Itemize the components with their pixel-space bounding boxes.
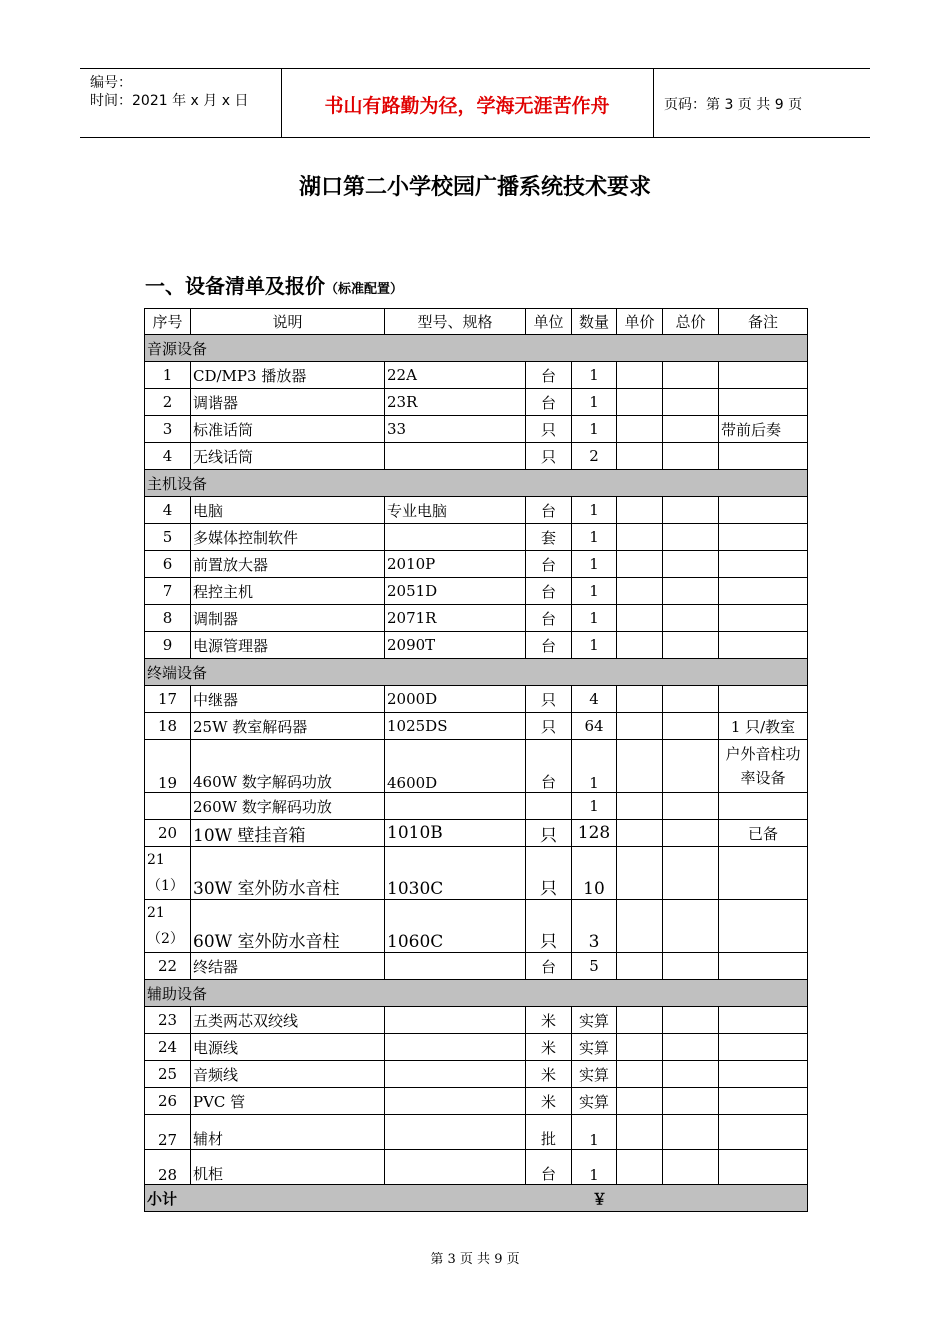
- header-meta-cell: [80, 69, 282, 137]
- cell-unit: 台: [526, 953, 572, 980]
- cell-note: [719, 1061, 808, 1088]
- cell-total: [663, 632, 719, 659]
- cell-note: [719, 443, 808, 470]
- table-row: [145, 551, 808, 578]
- cell-desc: 前置放大器: [191, 551, 385, 578]
- cell-price: [617, 524, 663, 551]
- cell-desc: CD/MP3 播放器: [191, 362, 385, 389]
- number-label: 编号：: [90, 75, 132, 91]
- table-row: [145, 686, 808, 713]
- cell-price: [617, 740, 663, 793]
- cell-no: 3: [145, 416, 191, 443]
- cell-qty: 1: [572, 362, 617, 389]
- cell-model: [385, 1061, 526, 1088]
- cell-note: 户外音柱功率设备: [719, 740, 808, 793]
- table-row: [145, 1007, 808, 1034]
- cell-total: [663, 524, 719, 551]
- cell-qty: 实算: [572, 1061, 617, 1088]
- cell-desc: 辅材: [191, 1115, 385, 1150]
- cell-no: 7: [145, 578, 191, 605]
- cell-no: 23: [145, 1007, 191, 1034]
- cell-note: 带前后奏: [719, 416, 808, 443]
- table-row: [145, 1034, 808, 1061]
- cell-desc: 音频线: [191, 1061, 385, 1088]
- equipment-table: [144, 308, 808, 1212]
- section-heading-text: 一、设备清单及报价: [145, 274, 325, 298]
- cell-unit: 台: [526, 389, 572, 416]
- cell-desc: 电源管理器: [191, 632, 385, 659]
- cell-unit: 只: [526, 443, 572, 470]
- cell-total: [663, 389, 719, 416]
- cell-unit: 只: [526, 713, 572, 740]
- category-terminal: 终端设备: [145, 659, 808, 686]
- table-row: [145, 900, 808, 953]
- table-row: [145, 953, 808, 980]
- cell-model: [385, 443, 526, 470]
- cell-unit: 台: [526, 605, 572, 632]
- cell-total: [663, 686, 719, 713]
- cell-total: [663, 820, 719, 847]
- cell-note: [719, 605, 808, 632]
- table-row: [145, 389, 808, 416]
- cell-model: 1025DS: [385, 713, 526, 740]
- cell-qty: 1: [572, 389, 617, 416]
- table-row: [145, 1061, 808, 1088]
- cell-model: 2090T: [385, 632, 526, 659]
- cell-model: 2010P: [385, 551, 526, 578]
- cell-model: 23R: [385, 389, 526, 416]
- cell-no: 27: [145, 1115, 191, 1150]
- cell-price: [617, 551, 663, 578]
- cell-desc: 30W 室外防水音柱: [191, 847, 385, 900]
- table-row: [145, 793, 808, 820]
- cell-qty: 实算: [572, 1088, 617, 1115]
- header-price: 单价: [617, 309, 663, 335]
- cell-desc: 多媒体控制软件: [191, 524, 385, 551]
- header-model: 型号、规格: [385, 309, 526, 335]
- cell-total: [663, 900, 719, 953]
- cell-total: [663, 443, 719, 470]
- cell-qty: 1: [572, 551, 617, 578]
- cell-total: [663, 1034, 719, 1061]
- cell-total: [663, 551, 719, 578]
- cell-price: [617, 1034, 663, 1061]
- cell-note: [719, 524, 808, 551]
- cell-model: 专业电脑: [385, 497, 526, 524]
- cell-note: [719, 1088, 808, 1115]
- cell-unit: 台: [526, 578, 572, 605]
- cell-desc: 终结器: [191, 953, 385, 980]
- cell-price: [617, 953, 663, 980]
- cell-qty: 1: [572, 1150, 617, 1185]
- cell-unit: 只: [526, 416, 572, 443]
- cell-total: [663, 1088, 719, 1115]
- cell-price: [617, 1061, 663, 1088]
- cell-no: 26: [145, 1088, 191, 1115]
- cell-model: 1060C: [385, 900, 526, 953]
- cell-qty: 64: [572, 713, 617, 740]
- cell-model: 1030C: [385, 847, 526, 900]
- cell-qty: 4: [572, 686, 617, 713]
- table-row: [145, 362, 808, 389]
- time-label: 时间：2021 年 x 月 x 日: [90, 93, 249, 109]
- cell-model: [385, 1088, 526, 1115]
- cell-desc: 程控主机: [191, 578, 385, 605]
- cell-desc: 10W 壁挂音箱: [191, 820, 385, 847]
- table-row: [145, 632, 808, 659]
- header-desc: 说明: [191, 309, 385, 335]
- cell-no: 4: [145, 443, 191, 470]
- cell-no: 8: [145, 605, 191, 632]
- cell-note: [719, 1150, 808, 1185]
- cell-price: [617, 1115, 663, 1150]
- table-row: [145, 1088, 808, 1115]
- cell-model: [385, 953, 526, 980]
- cell-no: 19: [145, 740, 191, 793]
- header-qty: 数量: [572, 309, 617, 335]
- cell-price: [617, 713, 663, 740]
- subtotal-cell: [145, 1185, 808, 1212]
- cell-price: [617, 686, 663, 713]
- cell-price: [617, 1088, 663, 1115]
- cell-model: [385, 1115, 526, 1150]
- cell-total: [663, 362, 719, 389]
- cell-desc: 无线话筒: [191, 443, 385, 470]
- cell-note: [719, 953, 808, 980]
- cell-note: 已备: [719, 820, 808, 847]
- header-unit: 单位: [526, 309, 572, 335]
- category-row: [145, 335, 808, 362]
- cell-price: [617, 847, 663, 900]
- cell-price: [617, 362, 663, 389]
- cell-unit: 只: [526, 820, 572, 847]
- cell-total: [663, 847, 719, 900]
- cell-qty: 1: [572, 1115, 617, 1150]
- cell-price: [617, 443, 663, 470]
- category-aux: 辅助设备: [145, 980, 808, 1007]
- cell-unit: 台: [526, 551, 572, 578]
- cell-total: [663, 578, 719, 605]
- cell-qty: 实算: [572, 1034, 617, 1061]
- cell-price: [617, 497, 663, 524]
- cell-unit: 米: [526, 1061, 572, 1088]
- cell-desc: PVC 管: [191, 1088, 385, 1115]
- cell-price: [617, 820, 663, 847]
- cell-no: 28: [145, 1150, 191, 1185]
- category-row: [145, 470, 808, 497]
- cell-unit: 米: [526, 1007, 572, 1034]
- subtotal-row: [145, 1185, 808, 1212]
- cell-desc: 电源线: [191, 1034, 385, 1061]
- cell-model: [385, 793, 526, 820]
- header-no: 序号: [145, 309, 191, 335]
- cell-unit: 套: [526, 524, 572, 551]
- cell-note: [719, 1115, 808, 1150]
- cell-model: 22A: [385, 362, 526, 389]
- cell-unit: 只: [526, 686, 572, 713]
- cell-qty: 1: [572, 793, 617, 820]
- cell-qty: 3: [572, 900, 617, 953]
- cell-desc: 机柜: [191, 1150, 385, 1185]
- section-heading: [145, 270, 403, 299]
- cell-qty: 实算: [572, 1007, 617, 1034]
- cell-unit: 台: [526, 1150, 572, 1185]
- table-row: [145, 443, 808, 470]
- cell-qty: 2: [572, 443, 617, 470]
- cell-total: [663, 1150, 719, 1185]
- cell-model: 2000D: [385, 686, 526, 713]
- cell-total: [663, 605, 719, 632]
- cell-total: [663, 1115, 719, 1150]
- cell-total: [663, 740, 719, 793]
- cell-note: [719, 1007, 808, 1034]
- cell-no: 25: [145, 1061, 191, 1088]
- cell-total: [663, 1007, 719, 1034]
- cell-no: 24: [145, 1034, 191, 1061]
- cell-qty: 1: [572, 578, 617, 605]
- cell-price: [617, 578, 663, 605]
- cell-no: 2: [145, 389, 191, 416]
- cell-desc: 25W 教室解码器: [191, 713, 385, 740]
- header-note: 备注: [719, 309, 808, 335]
- cell-desc: 中继器: [191, 686, 385, 713]
- cell-unit: 只: [526, 847, 572, 900]
- table-row: [145, 847, 808, 900]
- cell-no: 6: [145, 551, 191, 578]
- cell-qty: 1: [572, 605, 617, 632]
- cell-model: 2071R: [385, 605, 526, 632]
- cell-unit: 米: [526, 1088, 572, 1115]
- subtotal-label: 小计: [147, 1189, 178, 1208]
- table-row: [145, 820, 808, 847]
- cell-price: [617, 1150, 663, 1185]
- cell-price: [617, 416, 663, 443]
- cell-total: [663, 1061, 719, 1088]
- cell-note: 1 只/教室: [719, 713, 808, 740]
- table-row: [145, 524, 808, 551]
- page-label: 页码：第 3 页 共 9 页: [664, 97, 803, 113]
- cell-desc: 460W 数字解码功放: [191, 740, 385, 793]
- cell-unit: 台: [526, 740, 572, 793]
- cell-note: [719, 497, 808, 524]
- table-row: [145, 1115, 808, 1150]
- cell-no: 20: [145, 820, 191, 847]
- cell-total: [663, 793, 719, 820]
- cell-note: [719, 793, 808, 820]
- cell-unit: 米: [526, 1034, 572, 1061]
- cell-no: [145, 793, 191, 820]
- cell-price: [617, 900, 663, 953]
- cell-model: 2051D: [385, 578, 526, 605]
- cell-price: [617, 632, 663, 659]
- cell-note: [719, 900, 808, 953]
- table-header-row: [145, 309, 808, 335]
- cell-unit: [526, 793, 572, 820]
- cell-no: 21（2）: [145, 900, 191, 953]
- cell-total: [663, 953, 719, 980]
- cell-note: [719, 551, 808, 578]
- cell-desc: 调制器: [191, 605, 385, 632]
- cell-unit: 只: [526, 900, 572, 953]
- table-row: [145, 1150, 808, 1185]
- table-row: [145, 605, 808, 632]
- cell-note: [719, 1034, 808, 1061]
- cell-desc: 调谐器: [191, 389, 385, 416]
- cell-qty: 10: [572, 847, 617, 900]
- cell-qty: 5: [572, 953, 617, 980]
- cell-unit: 台: [526, 632, 572, 659]
- table-row: [145, 713, 808, 740]
- cell-qty: 1: [572, 416, 617, 443]
- cell-unit: 台: [526, 497, 572, 524]
- motto: 书山有路勤为径，学海无涯苦作舟: [324, 95, 610, 117]
- cell-qty: 1: [572, 497, 617, 524]
- cell-desc: 电脑: [191, 497, 385, 524]
- cell-desc: 260W 数字解码功放: [191, 793, 385, 820]
- cell-model: [385, 1034, 526, 1061]
- cell-price: [617, 389, 663, 416]
- cell-note: [719, 578, 808, 605]
- cell-model: 33: [385, 416, 526, 443]
- header-total: 总价: [663, 309, 719, 335]
- cell-total: [663, 497, 719, 524]
- table-row: [145, 578, 808, 605]
- document-title: 湖口第二小学校园广播系统技术要求: [298, 175, 651, 200]
- table-row: [145, 740, 808, 793]
- cell-desc: 五类两芯双绞线: [191, 1007, 385, 1034]
- cell-model: [385, 1007, 526, 1034]
- cell-unit: 批: [526, 1115, 572, 1150]
- cell-unit: 台: [526, 362, 572, 389]
- subtotal-value: ￥: [592, 1190, 608, 1208]
- page-footer: 第 3 页 共 9 页: [430, 1252, 520, 1267]
- category-row: [145, 980, 808, 1007]
- cell-no: 5: [145, 524, 191, 551]
- category-audio: 音源设备: [145, 335, 808, 362]
- page-header: [80, 68, 870, 138]
- cell-note: [719, 686, 808, 713]
- cell-price: [617, 605, 663, 632]
- cell-qty: 1: [572, 740, 617, 793]
- section-note: （标准配置）: [325, 282, 404, 297]
- cell-no: 21（1）: [145, 847, 191, 900]
- cell-model: 1010B: [385, 820, 526, 847]
- cell-qty: 128: [572, 820, 617, 847]
- cell-note: [719, 362, 808, 389]
- header-page-cell: [654, 69, 870, 137]
- category-row: [145, 659, 808, 686]
- cell-no: 1: [145, 362, 191, 389]
- cell-qty: 1: [572, 632, 617, 659]
- cell-no: 22: [145, 953, 191, 980]
- cell-price: [617, 1007, 663, 1034]
- category-host: 主机设备: [145, 470, 808, 497]
- cell-no: 9: [145, 632, 191, 659]
- cell-model: 4600D: [385, 740, 526, 793]
- cell-no: 4: [145, 497, 191, 524]
- cell-total: [663, 416, 719, 443]
- cell-model: [385, 1150, 526, 1185]
- cell-price: [617, 793, 663, 820]
- cell-note: [719, 632, 808, 659]
- table-row: [145, 497, 808, 524]
- cell-desc: 60W 室外防水音柱: [191, 900, 385, 953]
- cell-note: [719, 847, 808, 900]
- cell-no: 18: [145, 713, 191, 740]
- cell-no: 17: [145, 686, 191, 713]
- cell-total: [663, 713, 719, 740]
- cell-desc: 标准话筒: [191, 416, 385, 443]
- cell-note: [719, 389, 808, 416]
- table-row: [145, 416, 808, 443]
- cell-qty: 1: [572, 524, 617, 551]
- header-motto-cell: [281, 69, 654, 137]
- cell-model: [385, 524, 526, 551]
